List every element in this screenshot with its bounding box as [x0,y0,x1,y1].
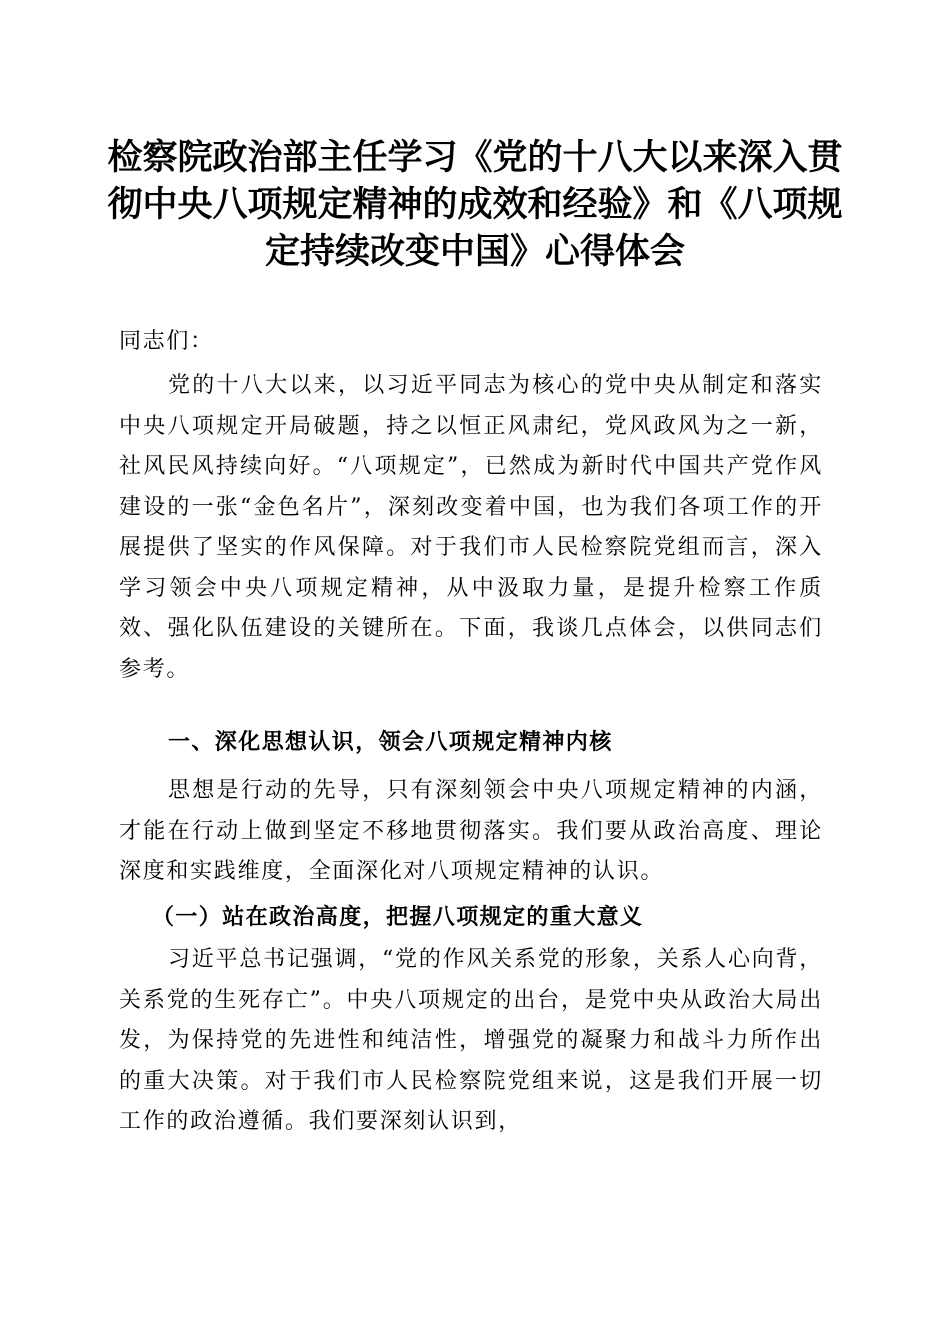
paragraph-section-1: 思想是行动的先导，只有深刻领会中央八项规定精神的内涵，才能在行动上做到坚定不移地贯彻落实。我们要从政治高度、理论深度和实践维度，全面深化对八项规定精神的认识。 [119,778,823,884]
paragraph-subsection-1: 习近平总书记强调，“党的作风关系党的形象，关系人心向背，关系党的生死存亡”。中央八项规定的出台，是党中央从政治大局出发，为保持党的先进性和纯洁性，增强党的凝聚力和战斗力所作出的重大决策。对于我们市人民检察院党组来说，这是我们开展一切工作的政治遵循。我们要深刻认识到， [119,947,823,1134]
salutation: 同志们： [119,329,214,354]
subsection-heading-1: （一）站在政治高度，把握八项规定的重大意义 [152,904,644,930]
paragraph-intro: 党的十八大以来，以习近平同志为核心的党中央从制定和落实中央八项规定开局破题，持之以恒正风肃纪，党风政风为之一新，社风民风持续向好。“八项规定”，已然成为新时代中国共产党作风建设的一张“金色名片”，深刻改变着中国，也为我们各项工作的开展提供了坚实的作风保障。对于我们市人民检察院党组而言，深入学习领会中央八项规定精神，从中汲取力量，是提升检察工作质效、强化队伍建设的关键所在。下面，我谈几点体会，以供同志们参考。 [119,373,823,682]
section-heading-1: 一、深化思想认识，领会八项规定精神内核 [168,730,613,755]
document-title: 检察院政治部主任学习《党的十八大以来深入贯彻中央八项规定精神的成效和经验》和《八项规定持续改变中国》心得体会 [107,137,843,272]
